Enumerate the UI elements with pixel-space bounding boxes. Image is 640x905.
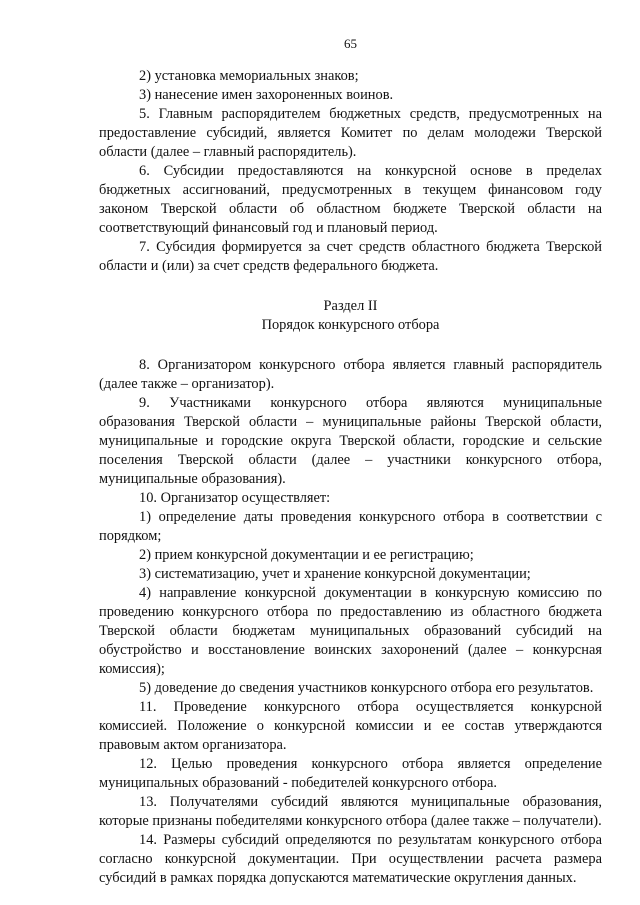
paragraph: 2) прием конкурсной документации и ее регистрацию; bbox=[139, 547, 474, 563]
paragraph: 14. Размеры субсидий определяются по результатам конкурсного отбора согласно конкурсной документации. При осуществлении расчета размера субсидий в рамках порядка допускаются математические округления данных. bbox=[99, 832, 602, 886]
paragraph: 8. Организатором конкурсного отбора является главный распорядитель (далее также – организатор). bbox=[99, 357, 602, 392]
paragraph: 5. Главным распорядителем бюджетных средств, предусмотренных на предоставление субсидий, является Комитет по делам молодежи Тверской области (далее – главный распорядитель). bbox=[99, 106, 602, 160]
paragraphs-before bbox=[99, 67, 602, 276]
paragraph: 6. Субсидии предоставляются на конкурсной основе в пределах бюджетных ассигнований, предусмотренных в текущем финансовом году законом Тверской области об областном бюджете Тверской области на соответствующий финансовый год и плановый период. bbox=[99, 163, 602, 236]
paragraph: 4) направление конкурсной документации в конкурсную комиссию по проведению конкурсного отбора по предоставлению из областного бюджета Тверской области бюджетам муниципальных образований субсидий на обустройство и восстановление воинских захоронений (далее – конкурсная комиссия); bbox=[99, 585, 602, 677]
section-number: Раздел II bbox=[323, 298, 378, 314]
paragraph: 7. Субсидия формируется за счет средств областного бюджета Тверской области и (или) за счет средств федерального бюджета. bbox=[99, 239, 602, 274]
paragraphs-after bbox=[99, 356, 602, 888]
paragraph: 3) нанесение имен захороненных воинов. bbox=[139, 87, 394, 103]
paragraph: 5) доведение до сведения участников конкурсного отбора его результатов. bbox=[139, 680, 594, 696]
paragraph: 3) систематизацию, учет и хранение конкурсной документации; bbox=[139, 566, 531, 582]
paragraph: 12. Целью проведения конкурсного отбора является определение муниципальных образований - победителей конкурсного отбора. bbox=[99, 756, 602, 791]
paragraph: 10. Организатор осуществляет: bbox=[139, 490, 331, 506]
paragraph: 9. Участниками конкурсного отбора являются муниципальные образования Тверской области – муниципальные районы Тверской области, муниципальные и городские округа Тверской области, городские и сельские поселения Тверской области (далее – участники конкурсного отбора, муниципальные образования). bbox=[99, 395, 602, 487]
paragraph: 2) установка мемориальных знаков; bbox=[139, 68, 359, 84]
paragraph: 13. Получателями субсидий являются муниципальные образования, которые признаны победителями конкурсного отбора (далее также – получатели). bbox=[99, 794, 602, 829]
section-title: Порядок конкурсного отбора bbox=[261, 317, 440, 333]
section-heading bbox=[99, 297, 602, 335]
paragraph: 11. Проведение конкурсного отбора осуществляется конкурсной комиссией. Положение о конкурсной комиссии и ее состав утверждаются правовым актом организатора. bbox=[99, 699, 602, 753]
page-number: 65 bbox=[344, 36, 357, 51]
paragraph: 1) определение даты проведения конкурсного отбора в соответствии с порядком; bbox=[99, 509, 602, 544]
